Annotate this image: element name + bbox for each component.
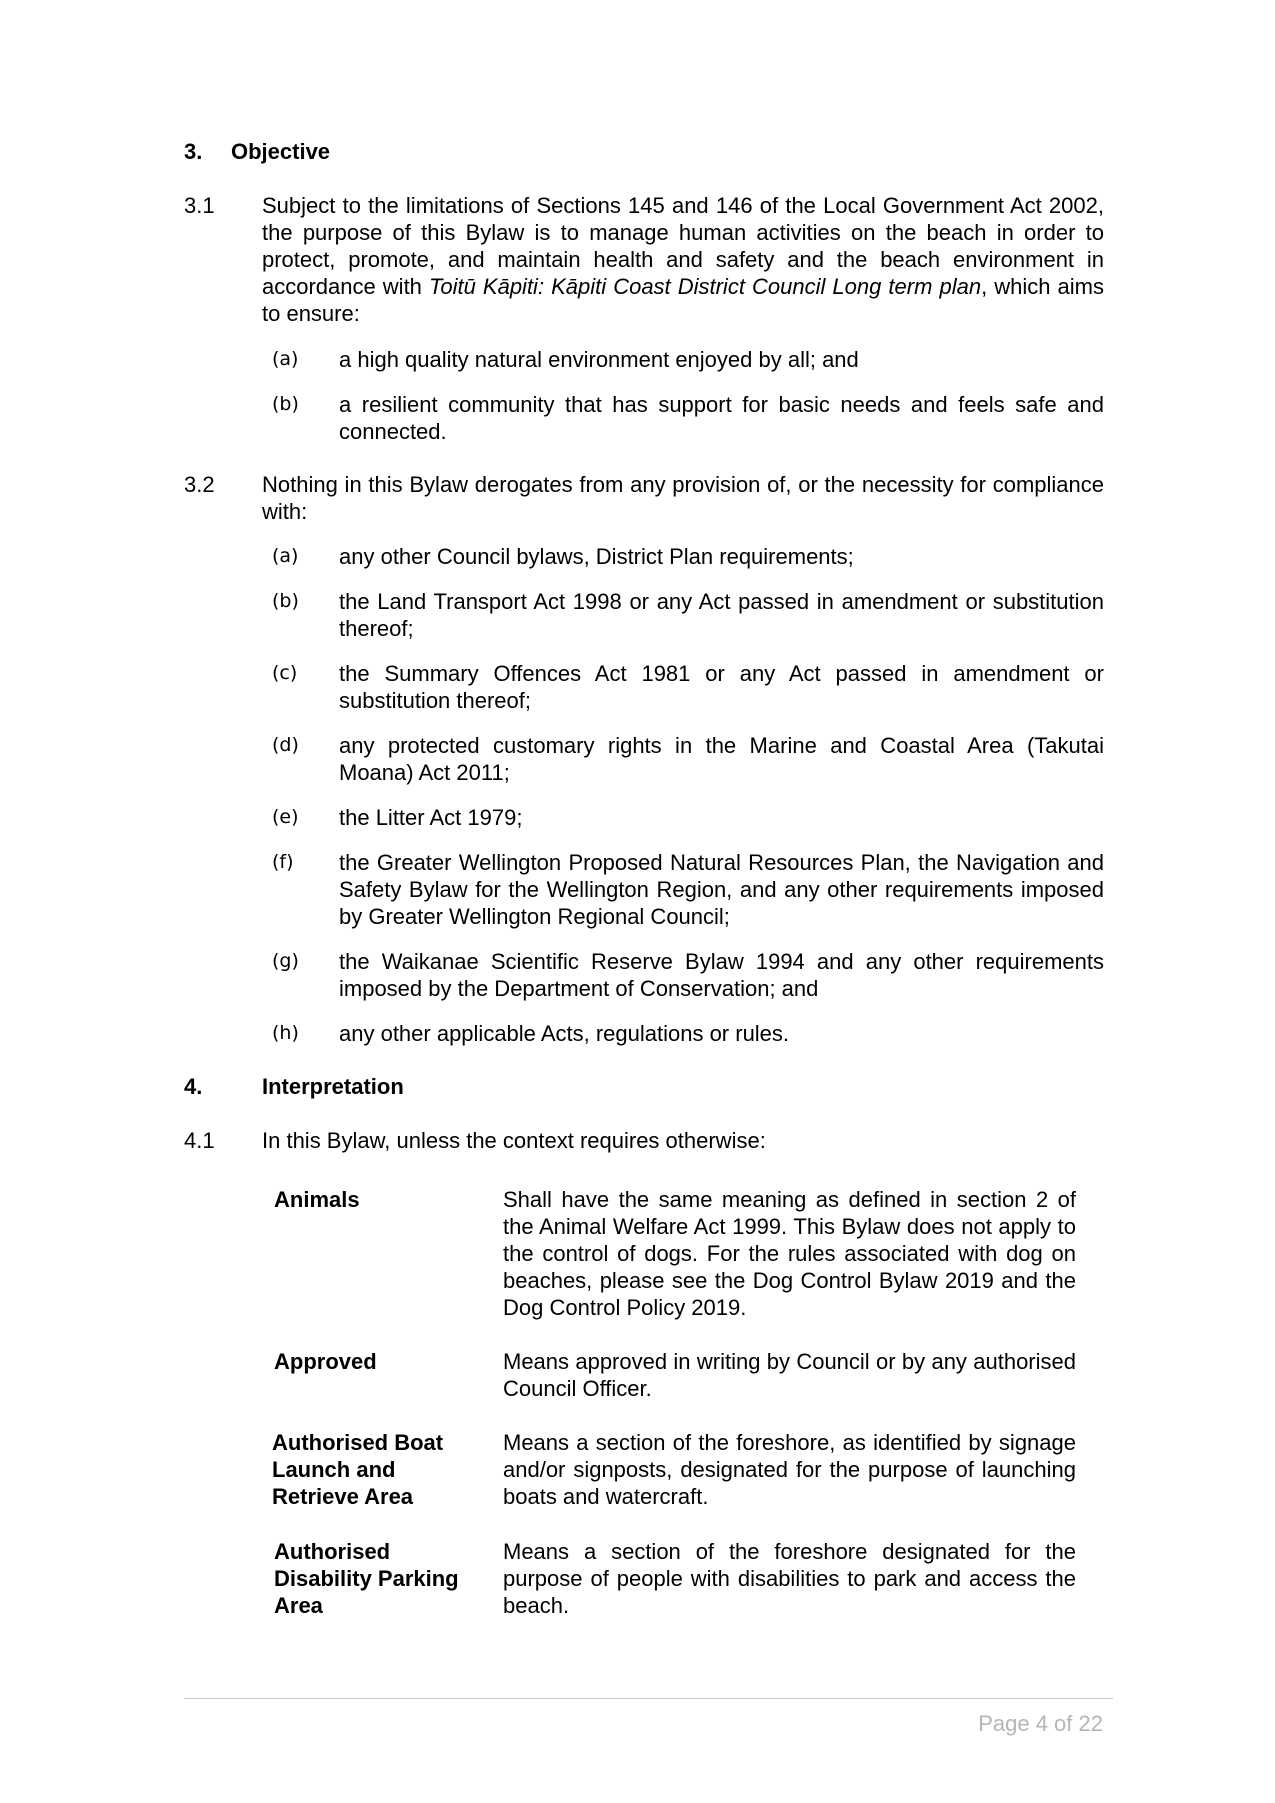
clause-text: Nothing in this Bylaw derogates from any provision of, or the necessity for compliance with: (262, 472, 1104, 524)
item-label: (h) (272, 1022, 299, 1044)
item-text: a high quality natural environment enjoyed by all; and (339, 347, 859, 372)
item-text: the Summary Offences Act 1981 or any Act passed in amendment or substitution thereof; (339, 661, 1104, 713)
item-label: (a) (272, 348, 299, 370)
item-label: (a) (272, 545, 299, 567)
item-label: (b) (272, 590, 299, 612)
definition-term: Authorised Disability Parking Area (274, 1539, 459, 1618)
definition-term: Approved (274, 1349, 377, 1374)
clause-text: Subject to the limitations of Sections 145 and 146 of the Local Government Act 2002, the purpose of this Bylaw is to manage human activities on the beach in order to protect, promote, and maintain health and safety and the beach environment in accordance with Toitū Kāpiti: Kāpiti Coast District Council Long term plan, which aims to ensure: (262, 193, 1104, 326)
definition-term: Authorised Boat Launch and Retrieve Area (272, 1430, 444, 1509)
item-text: the Waikanae Scientific Reserve Bylaw 1994 and any other requirements imposed by the Department of Conservation; and (339, 949, 1104, 1001)
clause-text: In this Bylaw, unless the context requires otherwise: (262, 1128, 766, 1153)
plan-title: Toitū Kāpiti: Kāpiti Coast District Council Long term plan (428, 274, 982, 299)
item-text: any protected customary rights in the Marine and Coastal Area (Takutai Moana) Act 2011; (339, 733, 1104, 785)
page-number: Page 4 of 22 (978, 1711, 1103, 1736)
clause-number: 3.1 (184, 193, 215, 218)
item-text: any other Council bylaws, District Plan requirements; (339, 544, 854, 569)
item-label: (e) (272, 806, 299, 828)
clause-number: 3.2 (184, 472, 215, 497)
section-number: 4. (184, 1074, 203, 1099)
item-label: (b) (272, 393, 299, 415)
item-text: a resilient community that has support for basic needs and feels safe and connected. (339, 392, 1104, 444)
section-number: 3. (184, 139, 203, 164)
item-text: any other applicable Acts, regulations or rules. (339, 1021, 790, 1046)
item-label: (g) (272, 950, 299, 972)
section-title: Interpretation (262, 1074, 404, 1099)
definition-meaning: Shall have the same meaning as defined in section 2 of the Animal Welfare Act 1999. This Bylaw does not apply to the control of dogs. For the rules associated with dog on beaches, please see the Dog Control Bylaw 2019 and the Dog Control Policy 2019. (503, 1187, 1076, 1320)
item-label: (c) (272, 662, 298, 684)
item-text: the Land Transport Act 1998 or any Act passed in amendment or substitution thereof; (339, 589, 1104, 641)
footer-divider (184, 1698, 1113, 1699)
definition-meaning: Means approved in writing by Council or by any authorised Council Officer. (503, 1349, 1076, 1401)
section-title: Objective (231, 139, 331, 164)
item-label: (f) (272, 851, 294, 873)
item-text: the Greater Wellington Proposed Natural Resources Plan, the Navigation and Safety Bylaw for the Wellington Region, and any other requirements imposed by Greater Wellington Regional Council; (339, 850, 1104, 929)
definition-meaning: Means a section of the foreshore, as identified by signage and/or signposts, designated for the purpose of launching boats and watercraft. (503, 1430, 1076, 1509)
item-text: the Litter Act 1979; (339, 805, 523, 830)
definition-meaning: Means a section of the foreshore designated for the purpose of people with disabilities to park and access the beach. (503, 1539, 1076, 1618)
definition-term: Animals (274, 1187, 360, 1212)
clause-number: 4.1 (184, 1128, 215, 1153)
item-label: (d) (272, 734, 299, 756)
